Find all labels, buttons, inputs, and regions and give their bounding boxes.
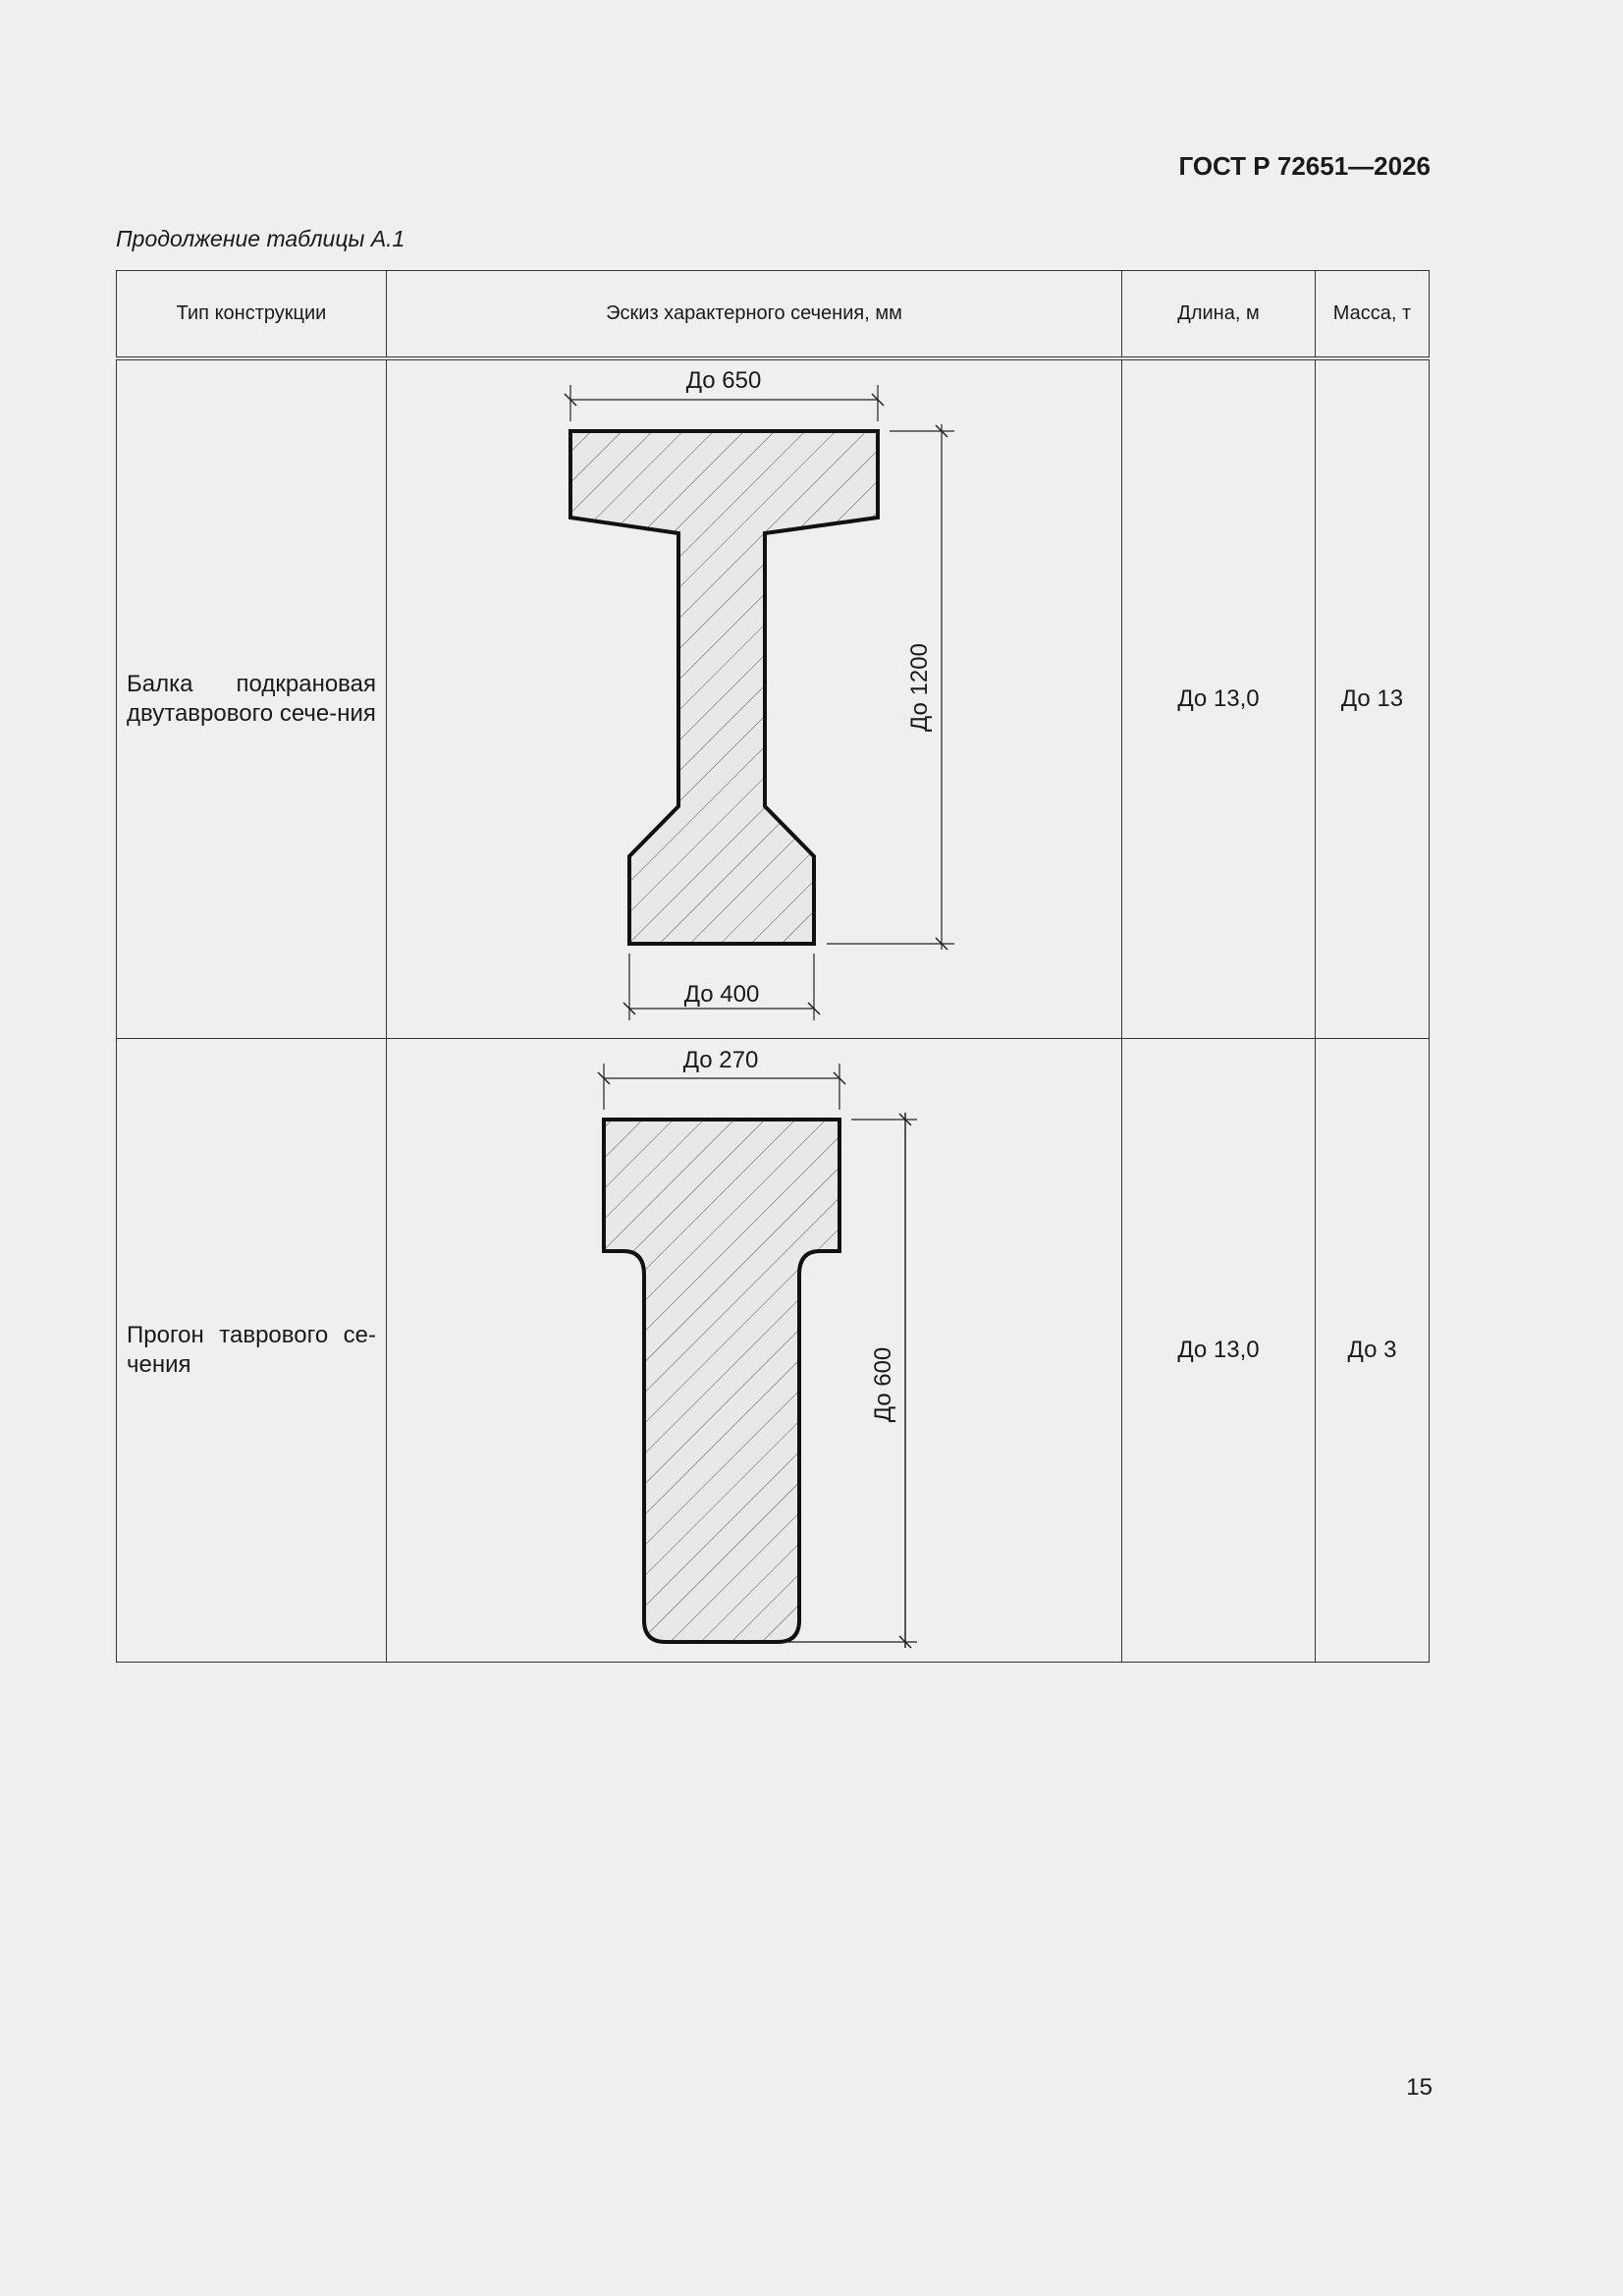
length-cell: До 13,0	[1122, 358, 1316, 1039]
column-header-mass: Масса, т	[1316, 271, 1430, 359]
structures-table	[116, 270, 1430, 1663]
t-beam-section	[604, 1120, 839, 1642]
table-caption: Продолжение таблицы А.1	[116, 226, 406, 251]
column-header-length: Длина, м	[1122, 271, 1316, 359]
column-header-sketch: Эскиз характерного сечения, мм	[387, 271, 1122, 359]
mass-cell: До 3	[1316, 1039, 1430, 1663]
dim-top-width: До 650	[685, 367, 762, 394]
section-sketch-cell	[387, 1039, 1122, 1663]
page-number: 15	[1406, 2074, 1433, 2101]
t-beam-section-drawing	[387, 1039, 1122, 1662]
dim-height: До 600	[870, 1346, 896, 1423]
section-sketch-cell	[387, 358, 1122, 1039]
mass-cell: До 13	[1316, 358, 1430, 1039]
length-cell: До 13,0	[1122, 1039, 1316, 1663]
construction-type-cell: Прогон таврового се-чения	[117, 1039, 387, 1663]
column-header-type: Тип конструкции	[117, 271, 387, 359]
construction-type-cell: Балка подкрановая двутаврового сече-ния	[117, 358, 387, 1039]
i-beam-section-drawing	[387, 360, 1122, 1038]
dim-top-width: До 270	[682, 1047, 759, 1073]
document-id: ГОСТ Р 72651—2026	[1178, 151, 1431, 181]
i-beam-section	[570, 431, 878, 944]
table-header-row	[117, 271, 1430, 359]
table-row	[117, 358, 1430, 1039]
table-row	[117, 1039, 1430, 1663]
dim-height: До 1200	[906, 643, 933, 732]
dim-bottom-width: До 400	[683, 981, 760, 1008]
